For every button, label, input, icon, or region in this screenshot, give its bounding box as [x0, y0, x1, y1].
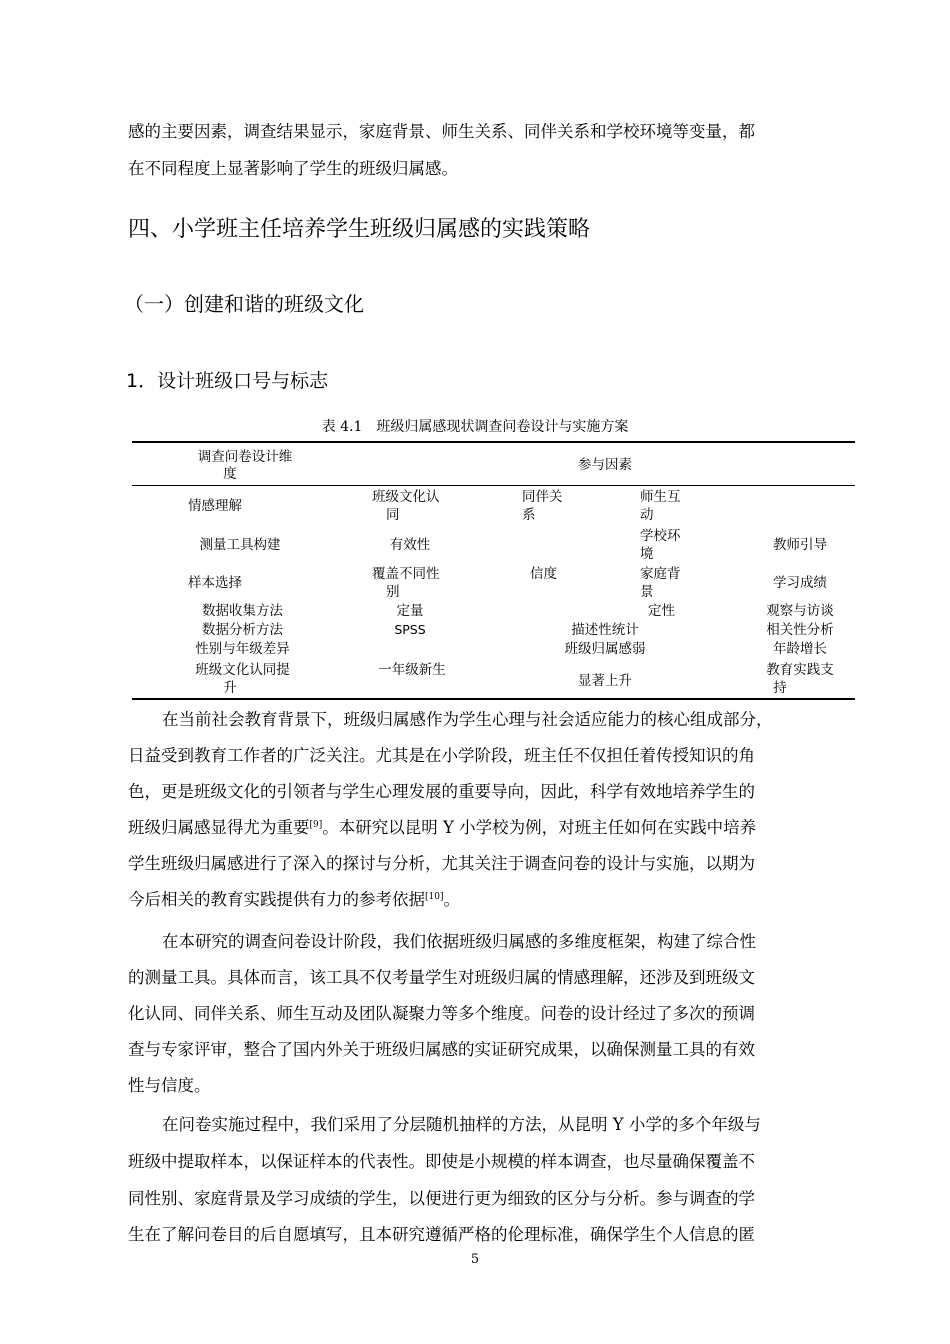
cell-factor: 年龄增长 — [773, 641, 827, 657]
body-line — [128, 886, 460, 910]
cell-factor: SPSS — [394, 622, 426, 637]
header-dimension-line2: 度 — [223, 466, 237, 482]
body-line: 日益受到教育工作者的广泛关注。尤其是在小学阶段，班主任不仅担任着传授知识的角 — [128, 746, 755, 765]
citation: [9] — [309, 820, 323, 830]
body-line: 在当前社会教育背景下，班级归属感作为学生心理与社会适应能力的核心组成部分， — [162, 710, 773, 729]
cell-factor: 观察与访谈 — [766, 603, 834, 619]
body-line: 感的主要因素，调查结果显示，家庭背景、师生关系、同伴关系和学校环境等变量，都 — [128, 122, 755, 141]
cell-factor-wrap: 景 — [640, 584, 654, 600]
body-line: 化认同、同伴关系、师生互动及团队凝聚力等多个维度。问卷的设计经过了多次的预调 — [128, 1004, 755, 1023]
cell-factor: 班级文化认 — [372, 489, 440, 505]
cell-factor-wrap: 持 — [773, 680, 787, 696]
cell-factor: 家庭背 — [640, 566, 681, 582]
body-line: 学生班级归属感进行了深入的探讨与分析，尤其关注于调查问卷的设计与实施，以期为 — [128, 854, 755, 873]
cell-dimension-wrap: 升 — [223, 680, 237, 696]
body-line: 生在了解问卷目的后自愿填写，且本研究遵循严格的伦理标准，确保学生个人信息的匿 — [128, 1225, 755, 1244]
cell-dimension: 数据分析方法 — [202, 622, 283, 638]
body-text: 今后相关的教育实践提供有力的参考依据 — [128, 890, 425, 909]
body-line: 的测量工具。具体而言，该工具不仅考量学生对班级归属的情感理解，还涉及到班级文 — [128, 968, 755, 987]
body-line: 同性别、家庭背景及学习成绩的学生，以便进行更为细致的区分与分析。参与调查的学 — [128, 1189, 755, 1208]
body-line — [128, 814, 756, 838]
cell-factor: 信度 — [530, 566, 557, 582]
table-header-rule — [132, 485, 855, 486]
body-text: 。 — [443, 890, 460, 909]
cell-dimension: 数据收集方法 — [202, 603, 283, 619]
page-number: 5 — [470, 1252, 480, 1267]
table-caption: 表 4.1 班级归属感现状调查问卷设计与实施方案 — [321, 419, 629, 435]
body-line: 性与信度。 — [128, 1076, 211, 1095]
cell-factor-wrap: 别 — [386, 584, 400, 600]
section-heading: 四、小学班主任培养学生班级归属感的实践策略 — [128, 217, 591, 242]
body-text: 班级归属感显得尤为重要 — [128, 818, 310, 837]
cell-factor: 师生互 — [640, 489, 681, 505]
header-factors: 参与因素 — [578, 457, 632, 473]
cell-dimension: 情感理解 — [188, 498, 242, 514]
cell-factor: 描述性统计 — [571, 622, 639, 638]
cell-factor: 教育实践支 — [766, 662, 834, 678]
cell-factor-wrap: 境 — [640, 546, 654, 562]
table-bottom-rule — [132, 698, 855, 700]
cell-dimension: 班级文化认同提 — [195, 662, 290, 678]
cell-factor: 学校环 — [640, 528, 681, 544]
body-line: 在问卷实施过程中，我们采用了分层随机抽样的方法，从昆明 Y 小学的多个年级与 — [162, 1115, 761, 1134]
cell-factor: 有效性 — [389, 537, 431, 553]
body-line: 班级中提取样本，以保证样本的代表性。即使是小规模的样本调查，也尽量确保覆盖不 — [128, 1152, 755, 1171]
cell-factor-wrap: 动 — [640, 507, 654, 523]
cell-factor: 班级归属感弱 — [564, 641, 646, 657]
cell-factor-wrap: 同 — [386, 507, 400, 523]
citation: [10] — [425, 892, 444, 902]
body-line: 在本研究的调查问卷设计阶段，我们依据班级归属感的多维度框架，构建了综合性 — [162, 932, 756, 951]
cell-dimension: 性别与年级差异 — [195, 641, 290, 657]
cell-factor: 教师引导 — [773, 537, 827, 553]
cell-factor: 定性 — [648, 603, 675, 619]
body-line: 色，更是班级文化的引领者与学生心理发展的重要导向，因此，科学有效地培养学生的 — [128, 782, 755, 801]
body-line: 在不同程度上显著影响了学生的班级归属感。 — [128, 159, 458, 178]
cell-factor-wrap: 系 — [522, 507, 536, 523]
cell-factor: 同伴关 — [522, 489, 563, 505]
body-text: 。本研究以昆明 Y 小学校为例，对班主任如何在实践中培养 — [322, 818, 757, 837]
cell-factor: 定量 — [396, 603, 424, 619]
body-line: 查与专家评审，整合了国内外关于班级归属感的实证研究成果，以确保测量工具的有效 — [128, 1040, 755, 1059]
cell-factor: 覆盖不同性 — [372, 566, 440, 582]
cell-factor: 显著上升 — [578, 673, 632, 689]
item-heading: 1．设计班级口号与标志 — [126, 370, 329, 392]
cell-dimension: 测量工具构建 — [199, 537, 281, 553]
cell-dimension: 样本选择 — [188, 575, 242, 591]
cell-factor: 一年级新生 — [378, 662, 446, 678]
header-dimension-line1: 调查问卷设计维 — [197, 449, 293, 465]
subsection-heading: （一）创建和谐的班级文化 — [124, 292, 364, 316]
cell-factor: 相关性分析 — [766, 622, 834, 638]
cell-factor: 学习成绩 — [773, 575, 827, 591]
table-top-rule — [132, 441, 855, 443]
